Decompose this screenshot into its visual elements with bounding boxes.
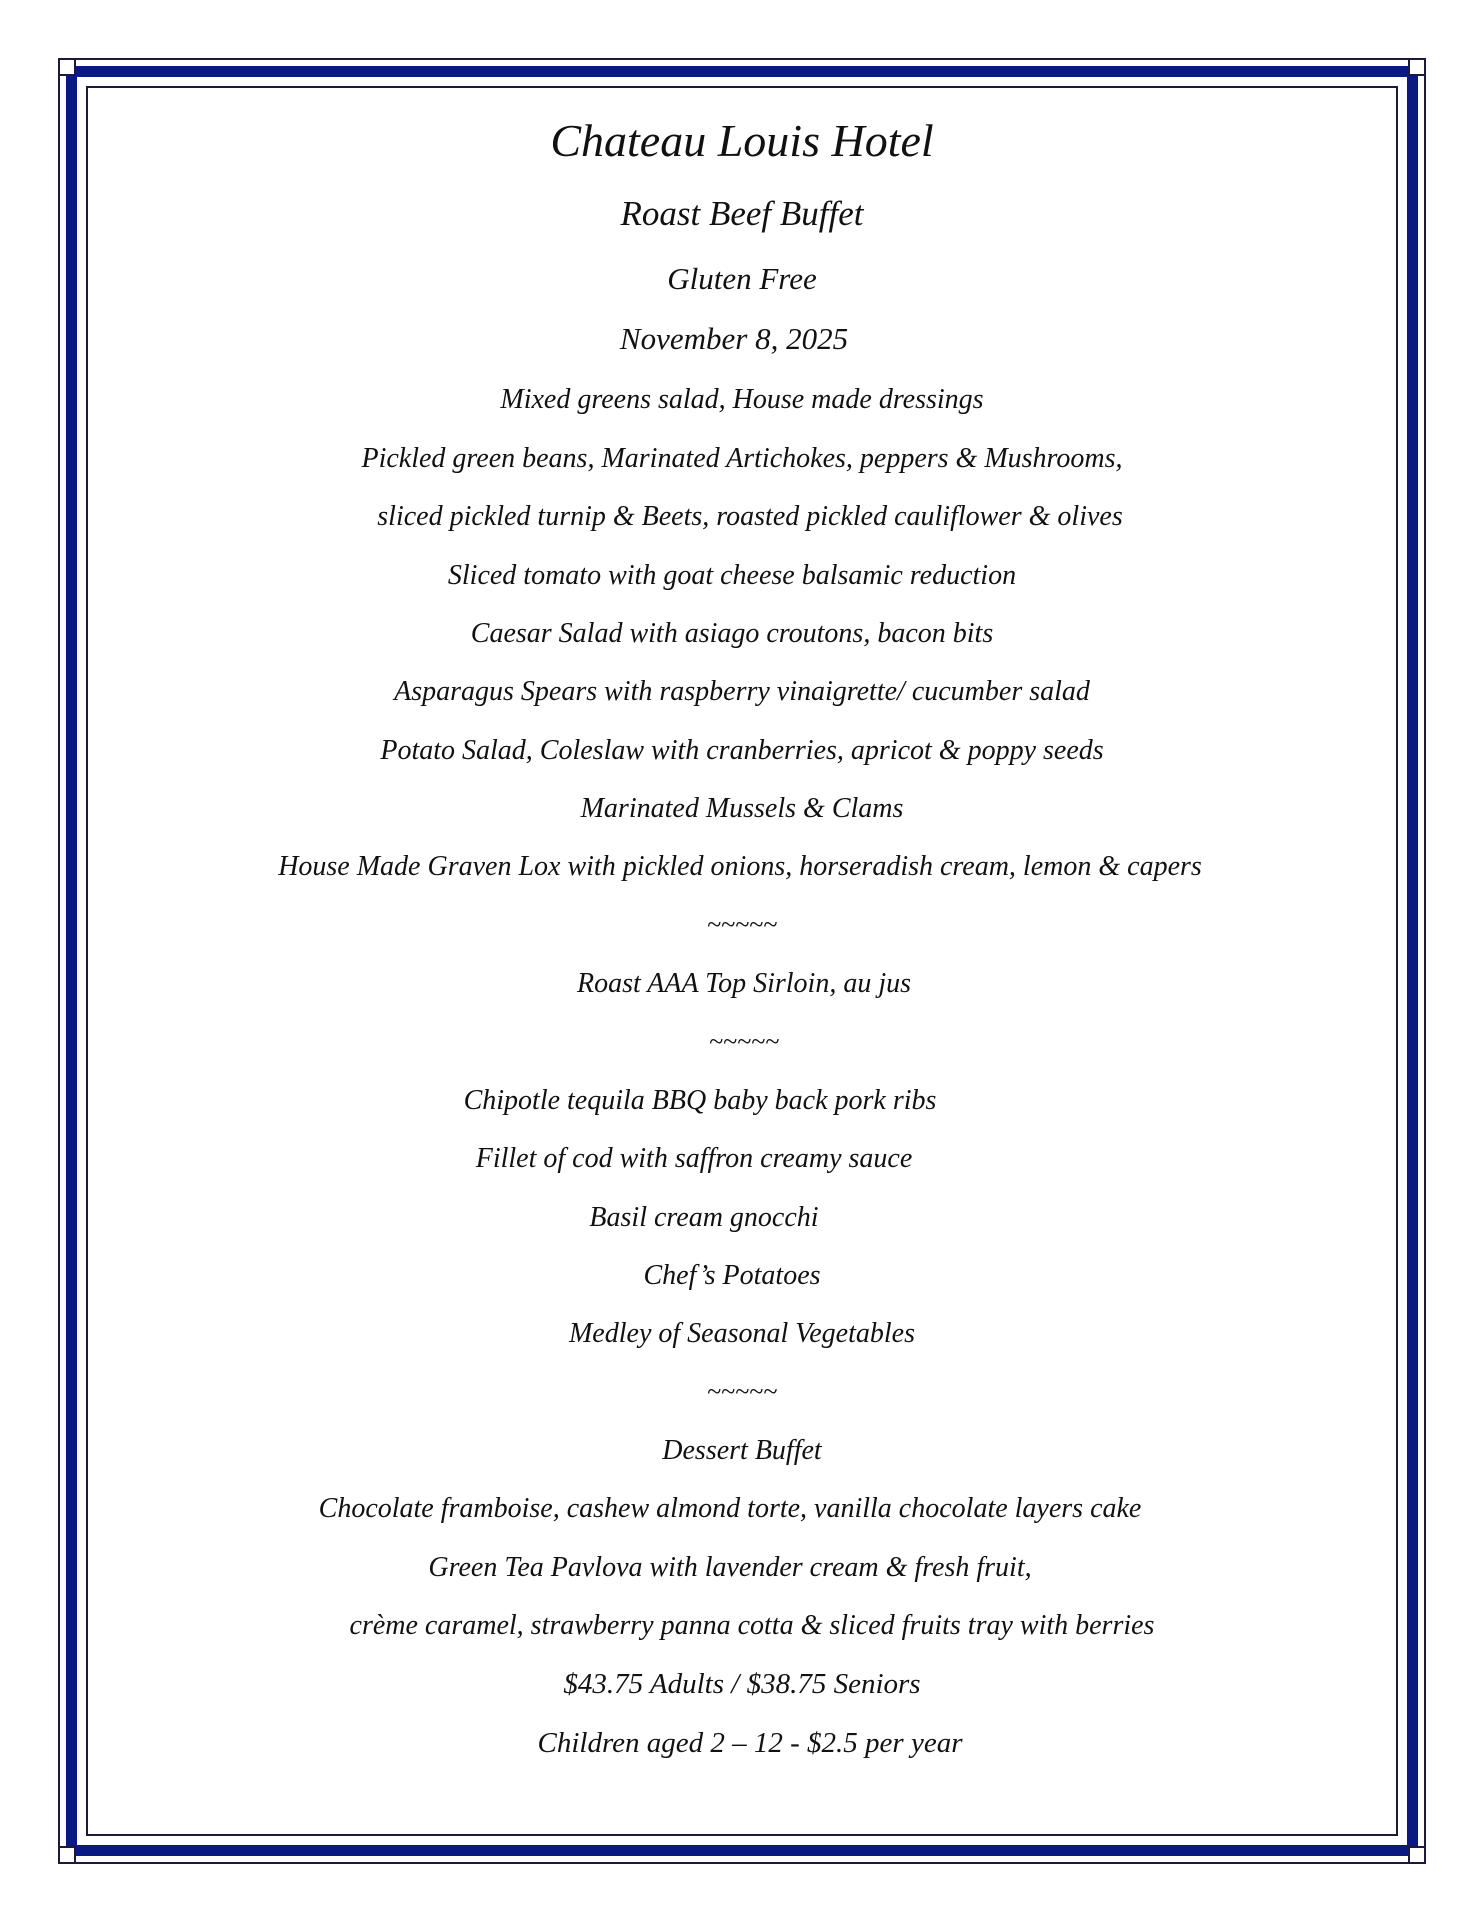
menu-date: November 8, 2025 (619, 321, 849, 356)
price-children: Children aged 2 – 12 - $2.5 per year (537, 1727, 963, 1759)
dessert-title: Dessert Buffet (662, 1435, 822, 1466)
corner-ornament-bottom-left (58, 1846, 76, 1864)
appetizer-item: Marinated Mussels & Clams (580, 793, 904, 824)
main-item: Basil cream gnocchi (589, 1202, 819, 1233)
section-separator: ~~~~~ (706, 1377, 778, 1406)
appetizer-item: sliced pickled turnip & Beets, roasted pickled cauliflower & olives (377, 501, 1123, 532)
dessert-item: Green Tea Pavlova with lavender cream & fresh fruit, (428, 1552, 1032, 1583)
hotel-name: Chateau Louis Hotel (550, 115, 934, 166)
appetizer-item: Caesar Salad with asiago croutons, bacon bits (470, 618, 994, 649)
appetizer-item: Potato Salad, Coleslaw with cranberries, apricot & poppy seeds (380, 735, 1104, 766)
main-item: Chipotle tequila BBQ baby back pork ribs (463, 1085, 937, 1116)
appetizer-item: Mixed greens salad, House made dressings (500, 384, 984, 415)
section-separator: ~~~~~ (706, 910, 778, 939)
section-separator: ~~~~~ (708, 1027, 780, 1056)
menu-title: Roast Beef Buffet (620, 194, 864, 233)
corner-ornament-bottom-right (1408, 1846, 1426, 1864)
price-adults-seniors: $43.75 Adults / $38.75 Seniors (563, 1668, 921, 1700)
diet-label: Gluten Free (667, 261, 817, 296)
appetizer-item: Asparagus Spears with raspberry vinaigrette/ cucumber salad (394, 676, 1090, 707)
appetizer-item: Sliced tomato with goat cheese balsamic reduction (447, 560, 1017, 591)
main-item: Fillet of cod with saffron creamy sauce (475, 1143, 913, 1174)
dessert-item: Chocolate framboise, cashew almond torte, vanilla chocolate layers cake (318, 1493, 1142, 1524)
carvery-item: Roast AAA Top Sirloin, au jus (577, 968, 911, 999)
corner-ornament-top-left (58, 58, 76, 76)
appetizer-item: House Made Graven Lox with pickled onions, horseradish cream, lemon & capers (278, 851, 1202, 882)
main-item: Medley of Seasonal Vegetables (568, 1318, 915, 1349)
appetizer-item: Pickled green beans, Marinated Artichokes, peppers & Mushrooms, (361, 443, 1123, 474)
main-item: Chef’s Potatoes (643, 1260, 821, 1291)
dessert-item: crème caramel, strawberry panna cotta & sliced fruits tray with berries (349, 1610, 1155, 1641)
corner-ornament-top-right (1408, 58, 1426, 76)
